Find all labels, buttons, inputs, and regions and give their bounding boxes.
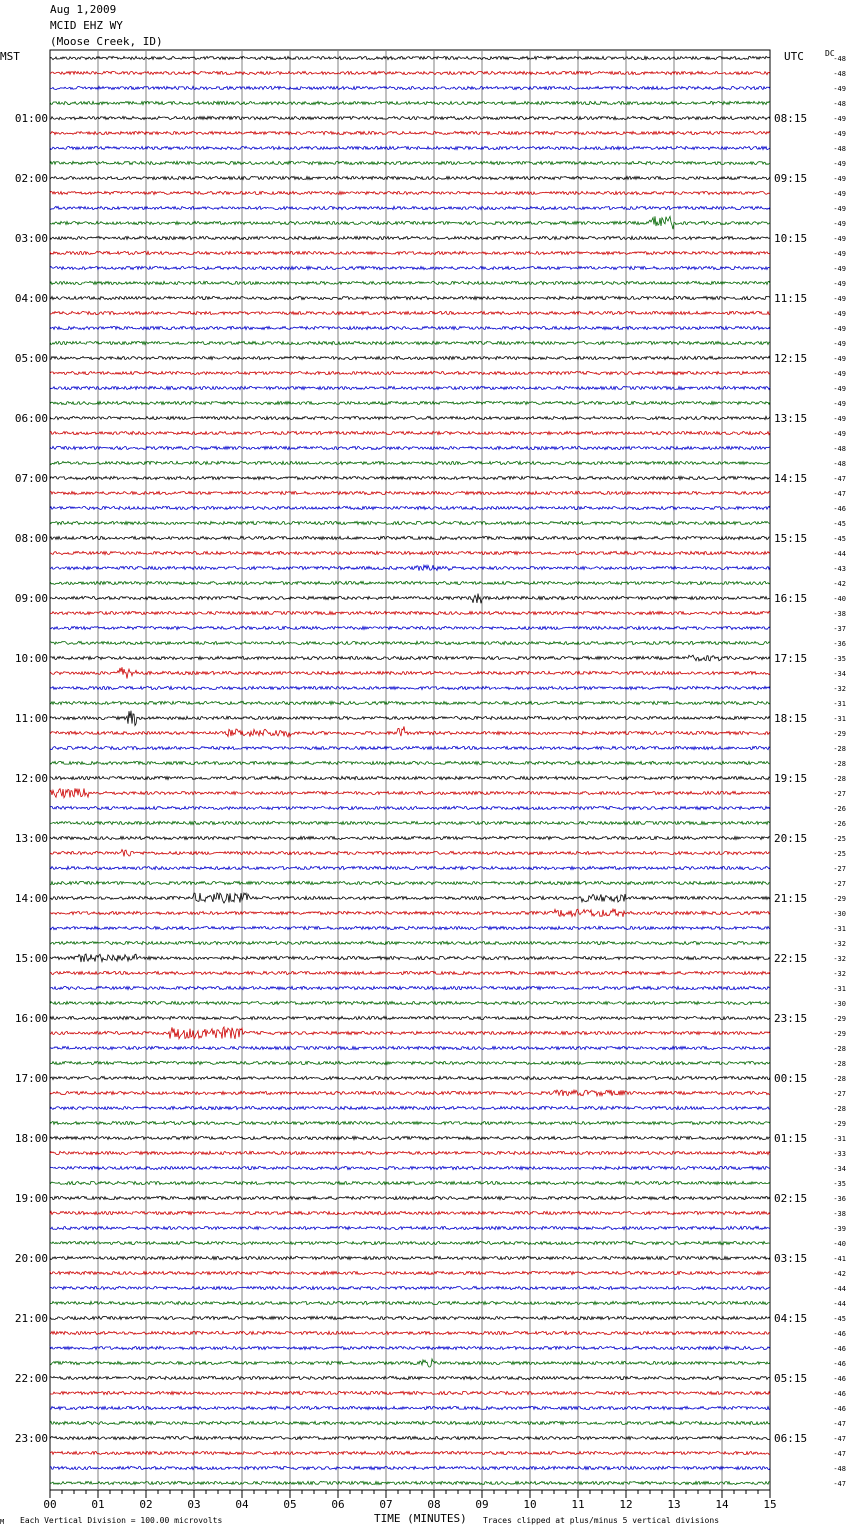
trace-line [50, 1316, 770, 1319]
right-time-label: 13:15 [774, 412, 808, 425]
trace-line [50, 941, 770, 944]
trace-line [50, 746, 770, 749]
x-tick-label: 04 [235, 1498, 249, 1511]
dc-offset-label: -48 [833, 100, 846, 108]
right-time-label: 20:15 [774, 832, 808, 845]
right-time-label: 06:15 [774, 1432, 808, 1445]
trace-line [50, 1027, 770, 1039]
x-tick-label: 13 [667, 1498, 681, 1511]
trace-line [50, 986, 770, 989]
dc-offset-label: -29 [833, 1030, 846, 1038]
corner-mark: M [0, 1518, 5, 1526]
dc-offset-label: -36 [833, 1195, 846, 1203]
trace-line [50, 506, 770, 509]
date-label: Aug 1,2009 [50, 3, 117, 16]
trace-line [50, 1136, 770, 1139]
dc-offset-label: -47 [833, 1450, 846, 1458]
trace-line [50, 761, 770, 764]
trace-line [50, 1016, 770, 1019]
left-time-label: 08:00 [14, 532, 48, 545]
trace-line [50, 1286, 770, 1289]
dc-offset-label: -31 [833, 985, 846, 993]
left-timezone-label: MST [0, 50, 20, 63]
x-tick-label: 10 [523, 1498, 537, 1511]
trace-line [50, 176, 770, 179]
dc-offset-label: -49 [833, 205, 846, 213]
trace-line [50, 146, 770, 149]
trace-line [50, 1406, 770, 1409]
x-tick-label: 00 [43, 1498, 57, 1511]
left-time-label: 14:00 [14, 892, 48, 905]
left-time-label: 10:00 [14, 652, 48, 665]
dc-offset-label: -32 [833, 955, 846, 963]
dc-offset-label: -47 [833, 1435, 846, 1443]
x-tick-label: 11 [571, 1498, 585, 1511]
clip-note: Traces clipped at plus/minus 5 vertical divisions [483, 1516, 720, 1525]
dc-offset-label: -45 [833, 535, 846, 543]
trace-line [50, 216, 770, 229]
dc-offset-label: -44 [833, 1285, 846, 1293]
dc-offset-label: -45 [833, 1315, 846, 1323]
dc-offset-label: -26 [833, 805, 846, 813]
trace-line [50, 565, 770, 571]
trace-line [50, 101, 770, 104]
trace-line [50, 56, 770, 59]
trace-line [50, 536, 770, 539]
dc-offset-label: -45 [833, 520, 846, 528]
right-time-label: 01:15 [774, 1132, 808, 1145]
trace-line [50, 1346, 770, 1349]
dc-offset-label: -28 [833, 745, 846, 753]
trace-line [50, 866, 770, 869]
trace-line [50, 296, 770, 299]
station-label: MCID EHZ WY [50, 19, 123, 32]
x-tick-label: 07 [379, 1498, 393, 1511]
trace-line [50, 711, 770, 726]
dc-offset-label: -40 [833, 1240, 846, 1248]
dc-offset-label: -49 [833, 310, 846, 318]
trace-line [50, 86, 770, 89]
right-time-label: 14:15 [774, 472, 808, 485]
dc-offset-label: -48 [833, 460, 846, 468]
trace-line [50, 161, 770, 164]
trace-line [50, 667, 770, 678]
trace-line [50, 386, 770, 389]
right-time-label: 10:15 [774, 232, 808, 245]
trace-line [50, 1076, 770, 1079]
trace-line [50, 1196, 770, 1199]
trace-line [50, 1451, 770, 1454]
trace-line [50, 1106, 770, 1109]
trace-line [50, 206, 770, 209]
dc-offset-label: -49 [833, 265, 846, 273]
trace-line [50, 401, 770, 404]
trace-line [50, 491, 770, 494]
dc-offset-label: -46 [833, 1330, 846, 1338]
x-tick-label: 12 [619, 1498, 633, 1511]
dc-offset-label: -49 [833, 295, 846, 303]
dc-offset-label: -32 [833, 685, 846, 693]
x-tick-label: 03 [187, 1498, 201, 1511]
dc-offset-label: -39 [833, 1225, 846, 1233]
dc-offset-label: -28 [833, 775, 846, 783]
left-time-label: 04:00 [14, 292, 48, 305]
dc-offset-label: -29 [833, 895, 846, 903]
x-tick-label: 15 [763, 1498, 777, 1511]
right-time-label: 05:15 [774, 1372, 808, 1385]
dc-offset-label: -28 [833, 1045, 846, 1053]
dc-offset-label: -44 [833, 1300, 846, 1308]
trace-line [50, 1151, 770, 1154]
trace-line [50, 1359, 770, 1367]
trace-line [50, 1166, 770, 1169]
left-time-label: 16:00 [14, 1012, 48, 1025]
x-tick-label: 05 [283, 1498, 297, 1511]
trace-line [50, 1421, 770, 1424]
x-tick-label: 06 [331, 1498, 345, 1511]
dc-offset-label: -47 [833, 1480, 846, 1488]
trace-line [50, 281, 770, 284]
dc-offset-label: -42 [833, 1270, 846, 1278]
dc-offset-label: -42 [833, 580, 846, 588]
trace-line [50, 371, 770, 374]
trace-line [50, 655, 770, 661]
trace-line [50, 311, 770, 314]
dc-offset-label: -31 [833, 1135, 846, 1143]
dc-offset-label: -30 [833, 910, 846, 918]
trace-line [50, 893, 770, 903]
trace-line [50, 236, 770, 239]
trace-line [50, 71, 770, 74]
dc-label: DC [825, 49, 835, 58]
left-time-label: 02:00 [14, 172, 48, 185]
trace-line [50, 611, 770, 614]
trace-line [50, 1121, 770, 1124]
dc-offset-label: -38 [833, 1210, 846, 1218]
trace-line [50, 726, 770, 737]
left-time-label: 18:00 [14, 1132, 48, 1145]
x-tick-label: 08 [427, 1498, 441, 1511]
right-time-label: 18:15 [774, 712, 808, 725]
trace-line [50, 1301, 770, 1304]
trace-line [50, 1090, 770, 1096]
dc-offset-label: -48 [833, 445, 846, 453]
trace-line [50, 581, 770, 584]
dc-offset-label: -46 [833, 1345, 846, 1353]
dc-offset-label: -49 [833, 130, 846, 138]
right-time-label: 03:15 [774, 1252, 808, 1265]
trace-line [50, 926, 770, 929]
dc-offset-label: -49 [833, 190, 846, 198]
left-time-label: 09:00 [14, 592, 48, 605]
trace-line [50, 1046, 770, 1049]
dc-offset-label: -49 [833, 220, 846, 228]
trace-line [50, 251, 770, 254]
dc-offset-label: -31 [833, 925, 846, 933]
trace-line [50, 116, 770, 119]
x-axis-title: TIME (MINUTES) [374, 1512, 467, 1525]
trace-line [50, 476, 770, 479]
left-time-label: 11:00 [14, 712, 48, 725]
trace-line [50, 788, 770, 797]
right-time-label: 23:15 [774, 1012, 808, 1025]
trace-line [50, 1376, 770, 1379]
trace-line [50, 1211, 770, 1214]
dc-offset-label: -35 [833, 1180, 846, 1188]
dc-offset-label: -49 [833, 250, 846, 258]
trace-line [50, 1481, 770, 1484]
trace-line [50, 341, 770, 344]
dc-offset-label: -37 [833, 625, 846, 633]
right-time-label: 16:15 [774, 592, 808, 605]
trace-line [50, 806, 770, 809]
x-tick-label: 02 [139, 1498, 153, 1511]
trace-line [50, 431, 770, 434]
trace-line [50, 626, 770, 629]
trace-line [50, 551, 770, 554]
right-time-label: 22:15 [774, 952, 808, 965]
dc-offset-label: -29 [833, 1120, 846, 1128]
trace-line [50, 416, 770, 419]
left-time-label: 17:00 [14, 1072, 48, 1085]
dc-offset-label: -25 [833, 850, 846, 858]
trace-line [50, 446, 770, 449]
dc-offset-label: -28 [833, 1060, 846, 1068]
trace-line [50, 1241, 770, 1244]
trace-line [50, 850, 770, 857]
left-time-label: 07:00 [14, 472, 48, 485]
right-timezone-label: UTC [784, 50, 804, 63]
dc-offset-label: -40 [833, 595, 846, 603]
left-time-label: 01:00 [14, 112, 48, 125]
dc-offset-label: -49 [833, 430, 846, 438]
dc-offset-label: -48 [833, 1465, 846, 1473]
dc-offset-label: -47 [833, 1420, 846, 1428]
dc-offset-label: -49 [833, 160, 846, 168]
dc-offset-label: -25 [833, 835, 846, 843]
trace-line [50, 1181, 770, 1184]
trace-line [50, 881, 770, 884]
dc-offset-label: -47 [833, 490, 846, 498]
dc-offset-label: -27 [833, 1090, 846, 1098]
trace-line [50, 1226, 770, 1229]
trace-line [50, 954, 770, 962]
trace-line [50, 461, 770, 464]
trace-line [50, 326, 770, 329]
left-time-label: 22:00 [14, 1372, 48, 1385]
dc-offset-label: -33 [833, 1150, 846, 1158]
trace-line [50, 1391, 770, 1394]
right-time-label: 19:15 [774, 772, 808, 785]
trace-line [50, 1436, 770, 1439]
dc-offset-label: -44 [833, 550, 846, 558]
dc-offset-label: -46 [833, 1405, 846, 1413]
trace-line [50, 1466, 770, 1469]
right-time-label: 02:15 [774, 1192, 808, 1205]
dc-offset-label: -28 [833, 1105, 846, 1113]
trace-line [50, 1271, 770, 1274]
right-time-label: 08:15 [774, 112, 808, 125]
dc-offset-label: -49 [833, 85, 846, 93]
dc-offset-label: -32 [833, 970, 846, 978]
dc-offset-label: -46 [833, 1375, 846, 1383]
x-tick-label: 01 [91, 1498, 105, 1511]
dc-offset-label: -48 [833, 70, 846, 78]
dc-offset-label: -34 [833, 670, 846, 678]
location-label: (Moose Creek, ID) [50, 35, 163, 48]
dc-offset-label: -29 [833, 1015, 846, 1023]
trace-line [50, 686, 770, 689]
dc-offset-label: -49 [833, 400, 846, 408]
dc-offset-label: -49 [833, 385, 846, 393]
dc-offset-label: -26 [833, 820, 846, 828]
left-time-label: 12:00 [14, 772, 48, 785]
left-time-label: 15:00 [14, 952, 48, 965]
dc-offset-label: -29 [833, 730, 846, 738]
dc-offset-label: -48 [833, 145, 846, 153]
trace-line [50, 1061, 770, 1064]
x-tick-label: 14 [715, 1498, 729, 1511]
trace-line [50, 701, 770, 704]
dc-offset-label: -28 [833, 760, 846, 768]
left-time-label: 19:00 [14, 1192, 48, 1205]
dc-offset-label: -43 [833, 565, 846, 573]
dc-offset-label: -28 [833, 1075, 846, 1083]
trace-line [50, 821, 770, 824]
dc-offset-label: -41 [833, 1255, 846, 1263]
dc-offset-label: -36 [833, 640, 846, 648]
dc-offset-label: -46 [833, 1390, 846, 1398]
left-time-label: 21:00 [14, 1312, 48, 1325]
dc-offset-label: -30 [833, 1000, 846, 1008]
right-time-label: 21:15 [774, 892, 808, 905]
left-time-label: 03:00 [14, 232, 48, 245]
right-time-label: 00:15 [774, 1072, 808, 1085]
x-tick-label: 09 [475, 1498, 489, 1511]
trace-line [50, 1001, 770, 1004]
dc-offset-label: -47 [833, 475, 846, 483]
right-time-label: 15:15 [774, 532, 808, 545]
dc-offset-label: -49 [833, 175, 846, 183]
right-time-label: 04:15 [774, 1312, 808, 1325]
trace-line [50, 356, 770, 359]
dc-offset-label: -27 [833, 880, 846, 888]
left-time-label: 20:00 [14, 1252, 48, 1265]
left-time-label: 13:00 [14, 832, 48, 845]
left-time-label: 23:00 [14, 1432, 48, 1445]
dc-offset-label: -49 [833, 115, 846, 123]
dc-offset-label: -46 [833, 1360, 846, 1368]
dc-offset-label: -49 [833, 415, 846, 423]
right-time-label: 09:15 [774, 172, 808, 185]
trace-line [50, 594, 770, 604]
right-time-label: 17:15 [774, 652, 808, 665]
dc-offset-label: -35 [833, 655, 846, 663]
trace-line [50, 266, 770, 269]
trace-line [50, 836, 770, 839]
dc-offset-label: -49 [833, 370, 846, 378]
dc-offset-label: -34 [833, 1165, 846, 1173]
trace-line [50, 776, 770, 779]
right-time-label: 12:15 [774, 352, 808, 365]
dc-offset-label: -49 [833, 325, 846, 333]
dc-offset-label: -48 [833, 55, 846, 63]
trace-line [50, 909, 770, 917]
trace-line [50, 131, 770, 134]
dc-offset-label: -31 [833, 715, 846, 723]
dc-offset-label: -38 [833, 610, 846, 618]
dc-offset-label: -27 [833, 790, 846, 798]
left-time-label: 05:00 [14, 352, 48, 365]
dc-offset-label: -49 [833, 355, 846, 363]
trace-line [50, 521, 770, 524]
trace-line [50, 641, 770, 644]
trace-line [50, 1331, 770, 1334]
dc-offset-label: -49 [833, 340, 846, 348]
dc-offset-label: -27 [833, 865, 846, 873]
scale-note: Each Vertical Division = 100.00 microvolts [20, 1516, 223, 1525]
right-time-label: 11:15 [774, 292, 808, 305]
dc-offset-label: -31 [833, 700, 846, 708]
trace-line [50, 191, 770, 194]
dc-offset-label: -46 [833, 505, 846, 513]
dc-offset-label: -49 [833, 235, 846, 243]
dc-offset-label: -32 [833, 940, 846, 948]
left-time-label: 06:00 [14, 412, 48, 425]
trace-line [50, 971, 770, 974]
dc-offset-label: -49 [833, 280, 846, 288]
trace-line [50, 1256, 770, 1259]
